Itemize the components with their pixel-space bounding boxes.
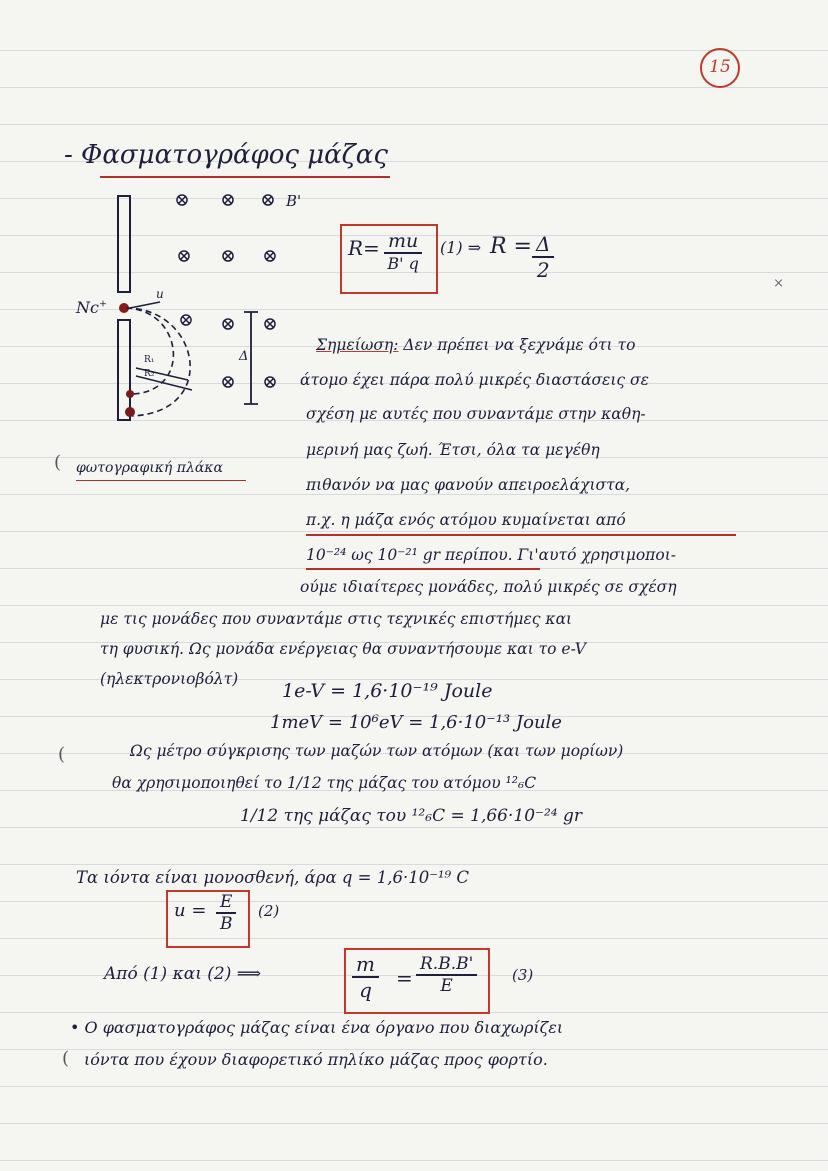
formula-2-lhs: u = [174,900,207,921]
trajectory-outer [126,308,190,416]
note-underline-1 [306,534,736,536]
page-number: 15 [700,48,740,88]
title-underline [100,176,390,178]
plate-label: φωτογραφική πλάκα [76,460,223,476]
impact-dot-2 [125,407,135,417]
note-line-4: μερινή μας ζωή. Έτσι, όλα τα μεγέθη [306,441,600,459]
photographic-plate [118,320,130,420]
formula-1-lhs: R= [348,236,380,260]
note-underline-2 [306,568,540,570]
note-line-6: π.χ. η μάζα ενός ατόμου κυμαίνεται από [306,511,626,529]
formula-1-rhs: R = [490,234,532,259]
page-title: - Φασματογράφος μάζας [64,140,388,170]
note-line-5: πιθανόν να μας φανούν απειροελάχιστα, [306,476,631,494]
margin-bracket-3: ( [62,1048,70,1069]
impact-dot-1 [126,390,134,398]
conclusion-line-2: ιόντα που έχουν διαφορετικό πηλίκο μάζας προς φορτίο. [84,1050,548,1069]
formula-2-tag: (2) [258,902,280,920]
radius-label-2: R₂ [144,369,155,379]
ions-line: Τα ιόντα είναι μονοσθενή, άρα q = 1,6·10⁻¹⁹ C [76,868,470,887]
margin-bracket-2: ( [58,744,66,765]
ev-equation: 1e-V = 1,6·10⁻¹⁹ Joule [282,680,493,702]
note-line-11: (ηλεκτρονιοβόλτ) [100,670,239,688]
radius-label-1: R₁ [144,355,155,365]
field-markers [177,195,275,387]
note-line-7: 10⁻²⁴ ως 10⁻²¹ gr περίπου. Γι'αυτό χρησιμοποι- [306,546,677,564]
formula-1-tag: (1) ⇒ [440,238,482,257]
velocity-arrow [130,302,160,308]
formula-1-rhs-fraction: $\frac{\Delta}{2}$ [532,232,554,282]
note-line-3: σχέση με αυτές που συναντάμε στην καθη- [306,405,646,423]
formula-3-lhs-fraction: $\frac{m}{q}$ [352,952,379,1002]
velocity-label: u [156,287,164,301]
note-line-9: με τις μονάδες που συναντάμε στις τεχνικές επιστήμες και [100,610,573,628]
formula-3-prefix: Από (1) και (2) ⟹ [104,964,262,984]
upper-slit-plate [118,196,130,292]
mass-unit-line-2: θα χρησιμοποιηθεί το 1/12 της μάζας του ατόμου ¹²₆C [112,774,537,792]
mass-unit-line-1: Ως μέτρο σύγκρισης των μαζών των ατόμων (και των μορίων) [130,742,624,760]
note-line-10: τη φυσική. Ως μονάδα ενέργειας θα συναντήσουμε και το e-V [100,640,586,658]
formula-1-fraction: mu B' q [384,230,422,273]
note-line-2: άτομο έχει πάρα πολύ μικρές διαστάσεις σε [300,371,649,389]
note-label: Σημείωση: [316,336,399,354]
field-label: B' [286,192,302,210]
formula-3-tag: (3) [512,966,534,984]
note-line-8: ούμε ιδιαίτερες μονάδες, πολύ μικρές σε σχέση [300,578,677,596]
distance-label: Δ [239,349,249,364]
conclusion-line-1: • Ο φασματογράφος μάζας είναι ένα όργανο που διαχωρίζει [70,1018,564,1037]
mev-equation: 1meV = 10⁶eV = 1,6·10⁻¹³ Joule [270,712,562,733]
margin-x-mark: × [773,276,784,291]
formula-3-equals: = [396,966,413,990]
margin-bracket-1: ( [54,452,62,473]
formula-2-fraction: $\frac{E}{B}$ [216,892,236,934]
formula-3-rhs-fraction: $\frac{R.B.B'}{E}$ [416,954,477,996]
note-line-1: Σημείωση: Δεν πρέπει να ξεχνάμε ότι το [316,336,636,354]
plate-label-underline [76,480,246,481]
ion-label: Nc+ [76,298,108,317]
mass-unit-line-3: 1/12 της μάζας του ¹²₆C = 1,66·10⁻²⁴ gr [240,806,583,826]
